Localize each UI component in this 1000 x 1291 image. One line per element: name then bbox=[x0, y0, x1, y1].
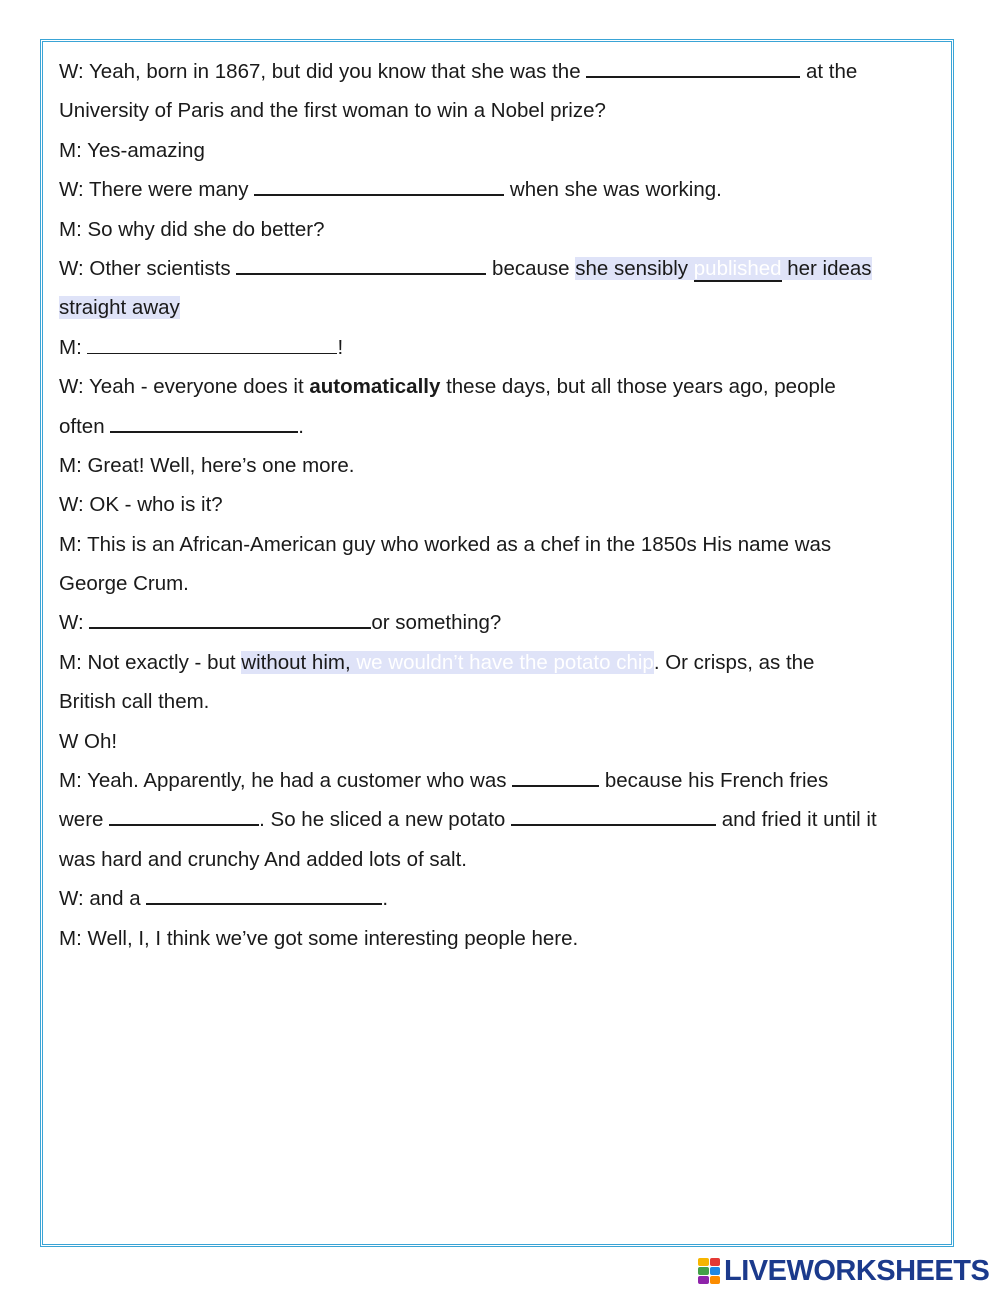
line-5: M: So why did she do better? bbox=[59, 217, 325, 241]
line-15: W: or something? bbox=[59, 611, 502, 635]
line-17: British call them. bbox=[59, 690, 210, 714]
answer-blank-5[interactable] bbox=[87, 335, 337, 354]
answer-blank-11[interactable] bbox=[511, 806, 716, 826]
line-12: W: OK - who is it? bbox=[59, 493, 223, 517]
liveworksheets-logo bbox=[698, 1253, 989, 1289]
line-19: M: Yeah. Apparently, he had a customer who was because his French fries bbox=[59, 769, 829, 793]
line-8: M: ! bbox=[59, 335, 344, 359]
line-10: often . bbox=[59, 414, 304, 438]
line-21: was hard and crunchy And added lots of salt. bbox=[59, 847, 467, 871]
dialogue-text bbox=[59, 52, 939, 958]
line-9: W: Yeah - everyone does it automatically these days, but all those years ago, people bbox=[59, 375, 836, 399]
logo-text: LIVEWORKSHEETS bbox=[724, 1254, 990, 1287]
line-13: M: This is an African-American guy who worked as a chef in the 1850s His name was bbox=[59, 532, 832, 556]
line-4: W: There were many when she was working. bbox=[59, 178, 722, 202]
line-3: M: Yes-amazing bbox=[59, 138, 205, 162]
answer-blank-1[interactable] bbox=[586, 58, 800, 78]
line-6: W: Other scientists because she sensibly published her ideas bbox=[59, 256, 872, 280]
answer-blank-2[interactable] bbox=[254, 176, 504, 196]
liveworksheets-logo-icon bbox=[698, 1258, 720, 1284]
line-7: straight away bbox=[59, 296, 180, 320]
line-14: George Crum. bbox=[59, 572, 189, 596]
answer-blank-6[interactable] bbox=[110, 413, 298, 433]
answer-blank-10[interactable] bbox=[109, 806, 259, 826]
answer-blank-7[interactable] bbox=[89, 609, 371, 629]
line-20: were . So he sliced a new potato and fried it until it bbox=[59, 808, 877, 832]
answer-blank-12[interactable] bbox=[146, 885, 382, 905]
line-18: W Oh! bbox=[59, 729, 118, 753]
line-1: W: Yeah, born in 1867, but did you know that she was the at the bbox=[59, 60, 858, 83]
answer-blank-3[interactable] bbox=[236, 255, 486, 275]
answer-blank-4[interactable]: published bbox=[693, 256, 782, 280]
answer-blank-9[interactable] bbox=[512, 767, 599, 787]
line-2: University of Paris and the first woman to win a Nobel prize? bbox=[59, 99, 606, 123]
answer-blank-8[interactable]: we wouldn’t have the potato chip bbox=[356, 650, 654, 674]
line-11: M: Great! Well, here’s one more. bbox=[59, 453, 355, 477]
line-23: M: Well, I, I think we’ve got some interesting people here. bbox=[59, 926, 579, 950]
line-22: W: and a . bbox=[59, 887, 389, 911]
line-16: M: Not exactly - but without him, we wouldn’t have the potato chip. Or crisps, as the bbox=[59, 650, 815, 674]
